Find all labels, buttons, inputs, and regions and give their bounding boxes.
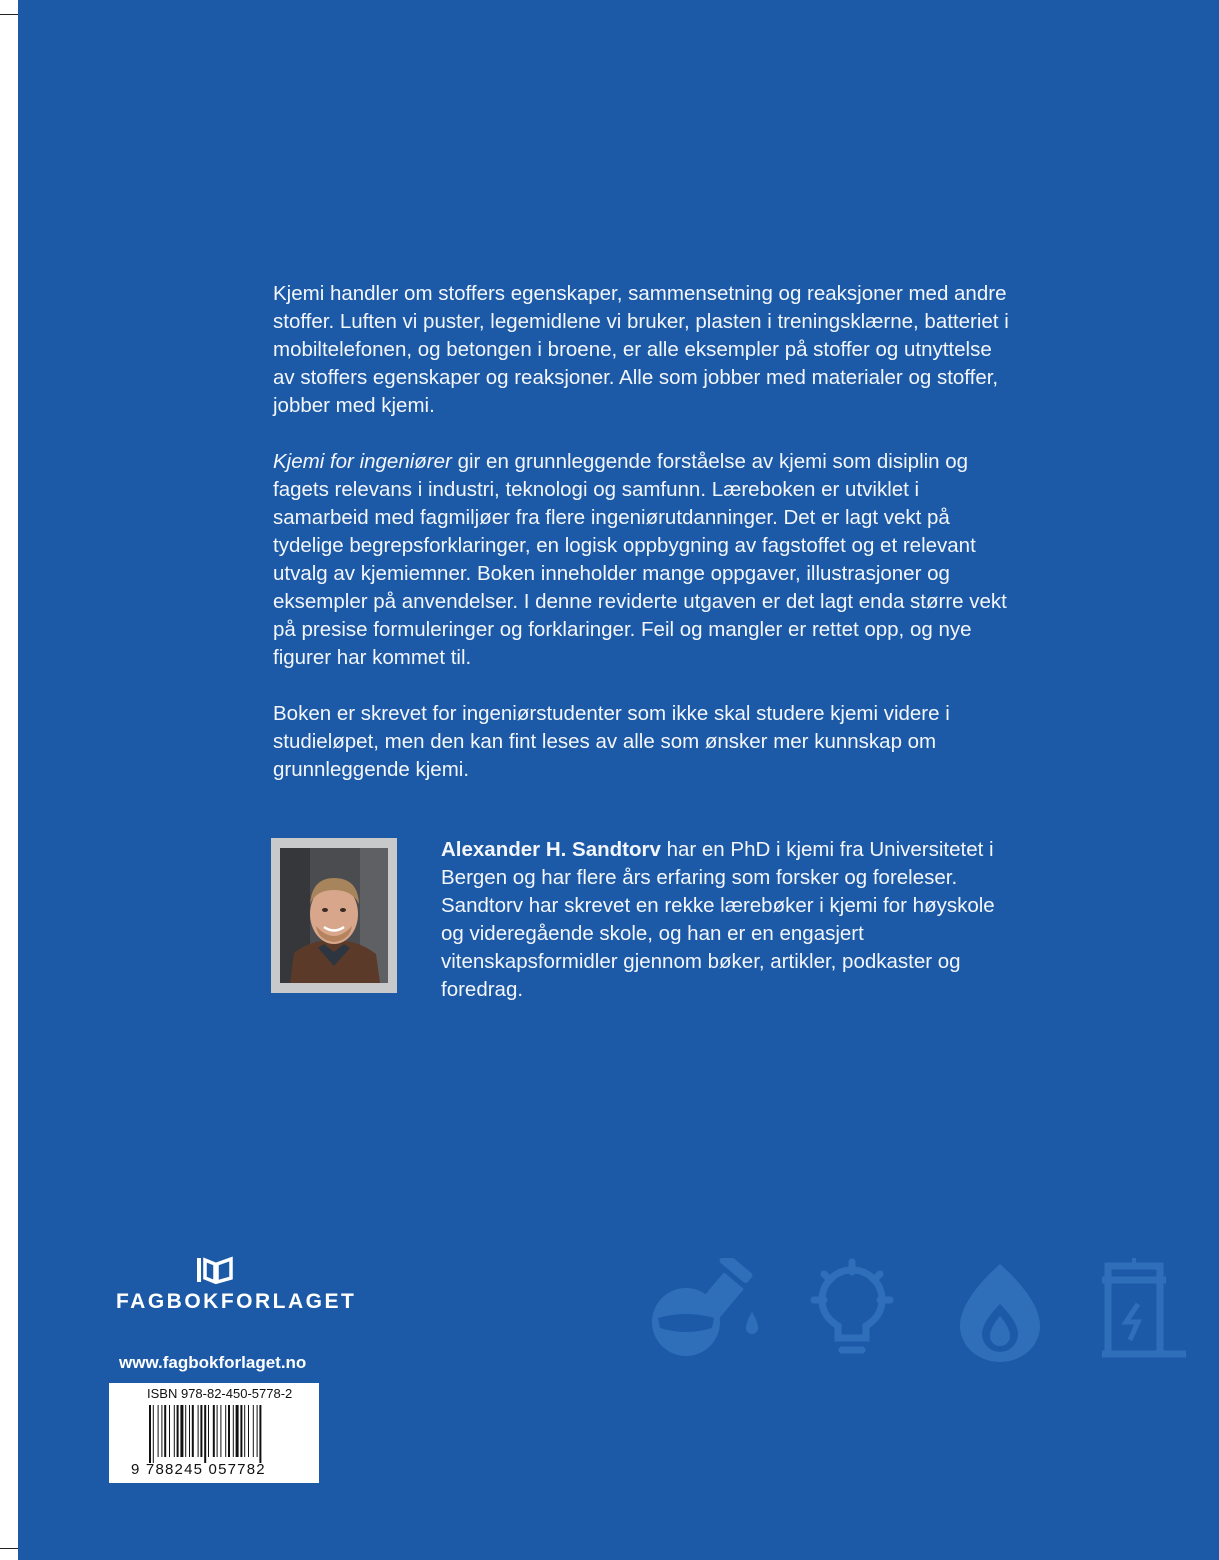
barcode-digits: 9 788245 057782 [131,1461,266,1478]
flask-icon [652,1258,758,1356]
barcode-bar [161,1405,162,1457]
barcode-bar [259,1405,261,1463]
barcode-bar [192,1405,194,1457]
barcode-bar [244,1405,245,1457]
blurb-paragraph-3: Boken er skrevet for ingeniørstudenter som ikke skal studere kjemi videre i studieløpet, men den kan fint leses av alle som ønsker mer kunnskap om grunnleggende kjemi. [273,702,950,781]
lightbulb-icon [814,1262,890,1350]
barcode-bar [164,1405,166,1457]
barcode-bar [257,1405,258,1457]
publisher-url[interactable]: www.fagbokforlaget.no [119,1353,307,1372]
barcode-bar [174,1405,175,1457]
barcode-bar [213,1405,215,1457]
flame-icon [960,1264,1040,1362]
publisher-name: FAGBOKFORLAGET [116,1290,357,1313]
barcode-bar [248,1405,249,1457]
author-bio [441,836,1001,1004]
barcode-bar [217,1405,218,1457]
crop-mark-top [0,14,18,15]
barcode-bar [208,1405,209,1457]
blurb-text [273,280,1013,812]
barcode-bar [180,1405,183,1457]
author-photo [280,848,388,983]
blurb-paragraph-2-text: gir en grunnleggende forståelse av kjemi som disiplin og fagets relevans i industri, teknologi og samfunn. Læreboken er utviklet i samarbeid med fagmiljøer fra flere ingeniørutdanninger. Det er lagt vekt på tydelige begrepsforklaringer, en logisk oppbygning av fagstoffet og et relevant utvalg av kjemiemner. Boken inneholder mange oppgaver, illustrasjoner og eksempler på anvendelser. I denne reviderte utgaven er det lagt enda større vekt på presise formuleringer og forklaringer. Feil og mangler er rettet opp, og nye figurer har kommet til. [273,450,1007,669]
barcode-bar [233,1405,234,1457]
author-photo-frame [271,838,397,993]
barcode-bar [220,1405,221,1457]
barcode-bar [240,1405,242,1457]
blurb-paragraph-2 [273,448,1013,672]
barcode-bar [204,1405,206,1463]
author-name: Alexander H. Sandtorv [441,838,661,861]
barcode-bar [169,1405,170,1457]
barcode-bar [177,1405,179,1457]
barcode-bar [158,1405,159,1457]
barcode-bar [198,1405,199,1457]
author-bio-text: har en PhD i kjemi fra Universitetet i Bergen og har flere års erfaring som forsker og foreleser. Sandtorv har skrevet en rekke lærebøker i kjemi for høyskole og videregående skole, og han er en engasjert vitenskapsformidler gjennom bøker, artikler, podkaster og foredrag. [441,838,995,1001]
crop-mark-bottom [0,1548,18,1549]
barcode-bar [153,1405,154,1463]
barcode-bar [228,1405,230,1457]
isbn-barcode [109,1383,319,1483]
barcode-bar [225,1405,226,1457]
book-logo-icon [195,1256,237,1284]
decorative-icons [646,1258,1186,1364]
book-title: Kjemi for ingeniører [273,450,452,473]
barcode-bar [189,1405,190,1457]
barcode-bar [200,1405,202,1457]
isbn-label: ISBN 978-82-450-5778-2 [147,1386,293,1401]
publisher-logo [116,1256,357,1314]
barcode-bar [185,1405,186,1457]
barcode-bar [149,1405,151,1463]
back-cover [18,0,1219,1560]
barcode-bar [253,1405,254,1457]
barcode-bar [236,1405,239,1457]
electric-tower-icon [1102,1260,1186,1354]
blurb-paragraph-1: Kjemi handler om stoffers egenskaper, sammensetning og reaksjoner med andre stoffer. Luften vi puster, legemidlene vi bruker, plasten i treningsklærne, batteriet i mobiltelefonen, og betongen i broene, er alle eksempler på stoffer og utnyttelse av stoffers egenskaper og reaksjoner. Alle som jobber med materialer og stoffer, jobber med kjemi. [273,282,1009,417]
